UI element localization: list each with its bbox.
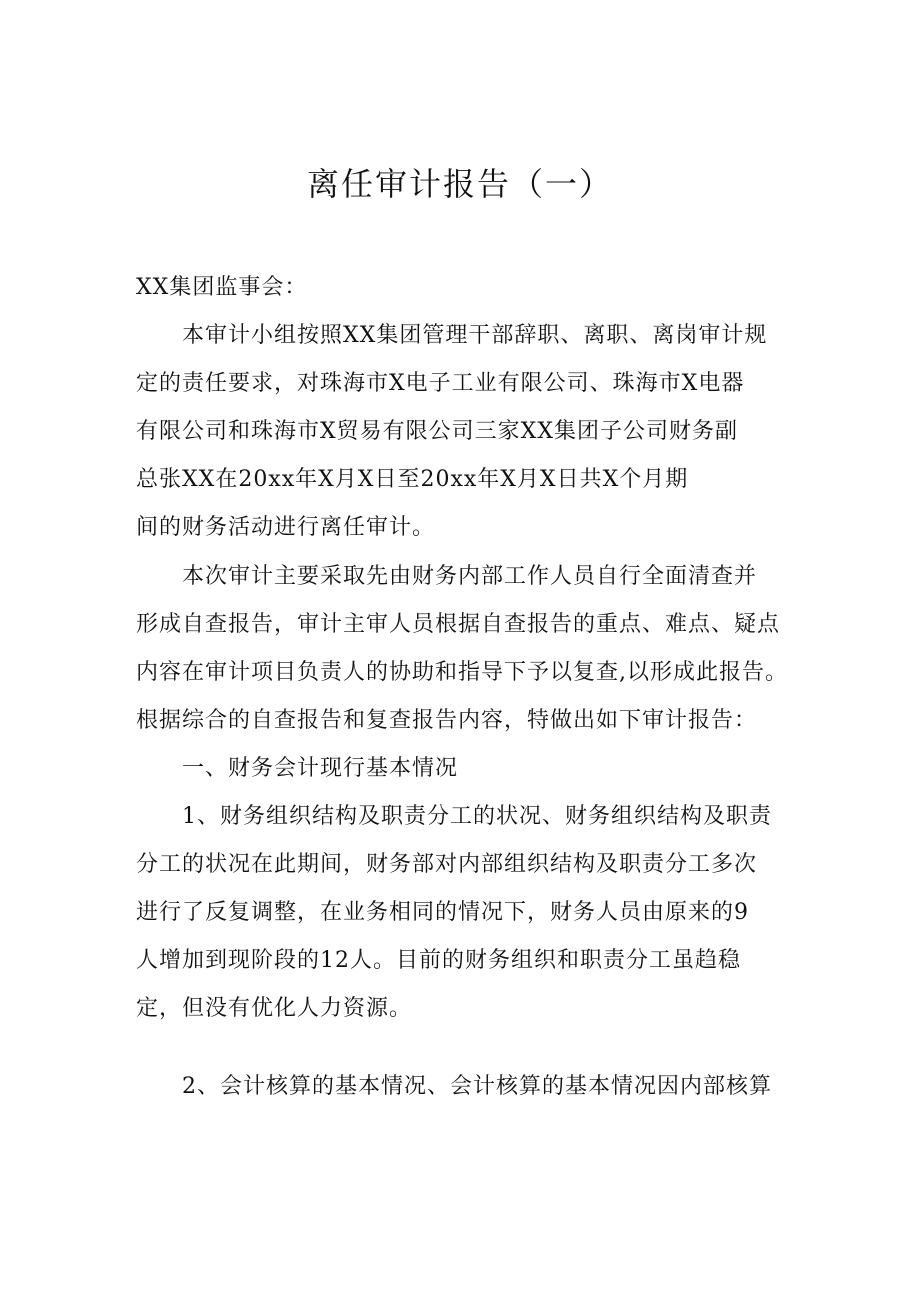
paragraph-line: 人增加到现阶段的12人。目前的财务组织和职责分工虽趋稳: [136, 948, 741, 973]
salutation-block: [136, 264, 796, 312]
paragraph-line: 本审计小组按照XX集团管理干部辞职、离职、离岗审计规: [182, 323, 768, 348]
paragraph-line: 间的财务活动进行离任审计。: [136, 515, 436, 540]
item-financial-organization: [136, 793, 796, 1033]
paragraph-line: 进行了反复调整，在业务相同的情况下，财务人员由原来的9: [136, 900, 749, 925]
paragraph-audit-method: [136, 553, 796, 745]
paragraph-line: 定的责任要求，对珠海市X电子工业有限公司、珠海市X电器: [136, 371, 745, 396]
paragraph-line: 形成自查报告，审计主审人员根据自查报告的重点、难点、疑点: [136, 612, 781, 637]
paragraph-line: 本次审计主要采取先由财务内部工作人员自行全面清查并: [182, 564, 758, 589]
paragraph-line: 内容在审计项目负责人的协助和指导下予以复查,以形成此报告。: [136, 660, 788, 685]
section-heading: 一、财务会计现行基本情况: [182, 756, 459, 781]
paragraph-line: 分工的状况在此期间，财务部对内部组织结构及职责分工多次: [136, 852, 758, 877]
salutation: XX集团监事会：: [136, 275, 308, 300]
section-heading-block: [136, 745, 796, 793]
paragraph-line: 总张XX在20xx年X月X日至20xx年X月X日共X个月期: [136, 467, 689, 492]
paragraph-audit-scope: [136, 312, 796, 552]
item-accounting-basics: [136, 1063, 796, 1111]
paragraph-line: 1、财务组织结构及职责分工的状况、财务组织结构及职责: [182, 804, 772, 829]
paragraph-line: 2、会计核算的基本情况、会计核算的基本情况因内部核算: [182, 1074, 772, 1099]
paragraph-line: 根据综合的自查报告和复查报告内容，特做出如下审计报告：: [136, 708, 758, 733]
page-title: 离任审计报告（一）: [306, 165, 613, 203]
paragraph-line: 定，但没有优化人力资源。: [136, 996, 413, 1021]
paragraph-line: 有限公司和珠海市X贸易有限公司三家XX集团子公司财务副: [136, 419, 738, 444]
